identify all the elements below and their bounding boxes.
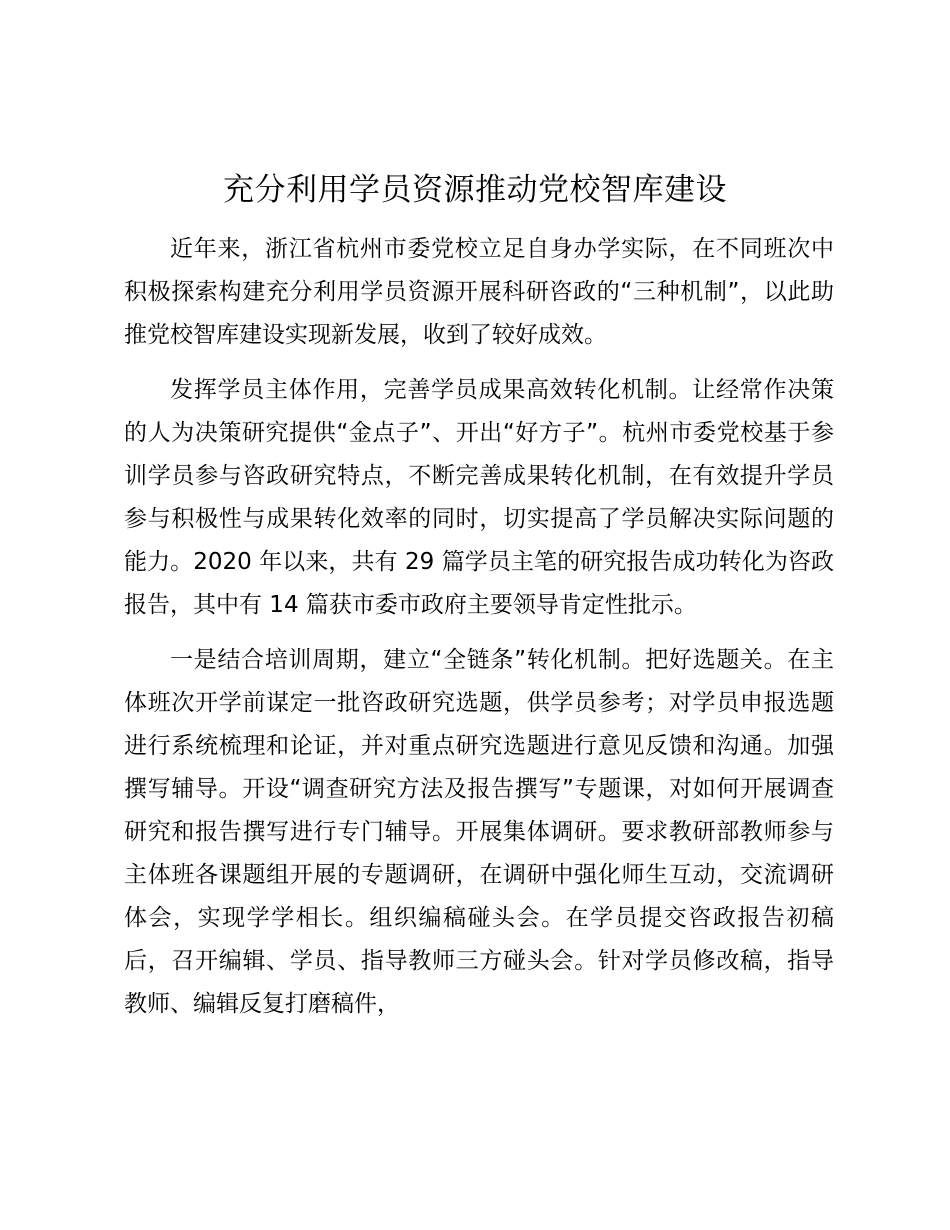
document-body bbox=[124, 228, 834, 1026]
paragraph-intro: 近年来，浙江省杭州市委党校立足自身办学实际，在不同班次中积极探索构建充分利用学员资源开展科研咨政的“三种机制”，以此助推党校智库建设实现新发展，收到了较好成效。 bbox=[124, 236, 834, 348]
paragraph-mechanism-overview: 发挥学员主体作用，完善学员成果高效转化机制。让经常作决策的人为决策研究提供“金点子”、开出“好方子”。杭州市委党校基于参训学员参与咨政研究特点，不断完善成果转化机制，在有效提升学员参与积极性与成果转化效率的同时，切实提高了学员解决实际问题的能力。2020 年以来，共有 29 篇学员主笔的研究报告成功转化为咨政报告，其中有 14 篇获市委市政府主要领导肯定性批示。 bbox=[124, 377, 834, 618]
document-title: 充分利用学员资源推动党校智库建设 bbox=[223, 172, 727, 208]
paragraph-full-chain-mechanism: 一是结合培训周期，建立“全链条”转化机制。把好选题关。在主体班次开学前谋定一批咨政研究选题，供学员参考；对学员申报选题进行系统梳理和论证，并对重点研究选题进行意见反馈和沟通。加强撰写辅导。开设“调查研究方法及报告撰写”专题课，对如何开展调查研究和报告撰写进行专门辅导。开展集体调研。要求教研部教师参与主体班各课题组开展的专题调研，在调研中强化师生互动，交流调研体会，实现学学相长。组织编稿碰头会。在学员提交咨政报告初稿后，召开编辑、学员、指导教师三方碰头会。针对学员修改稿，指导教师、编辑反复打磨稿件， bbox=[124, 647, 834, 1017]
